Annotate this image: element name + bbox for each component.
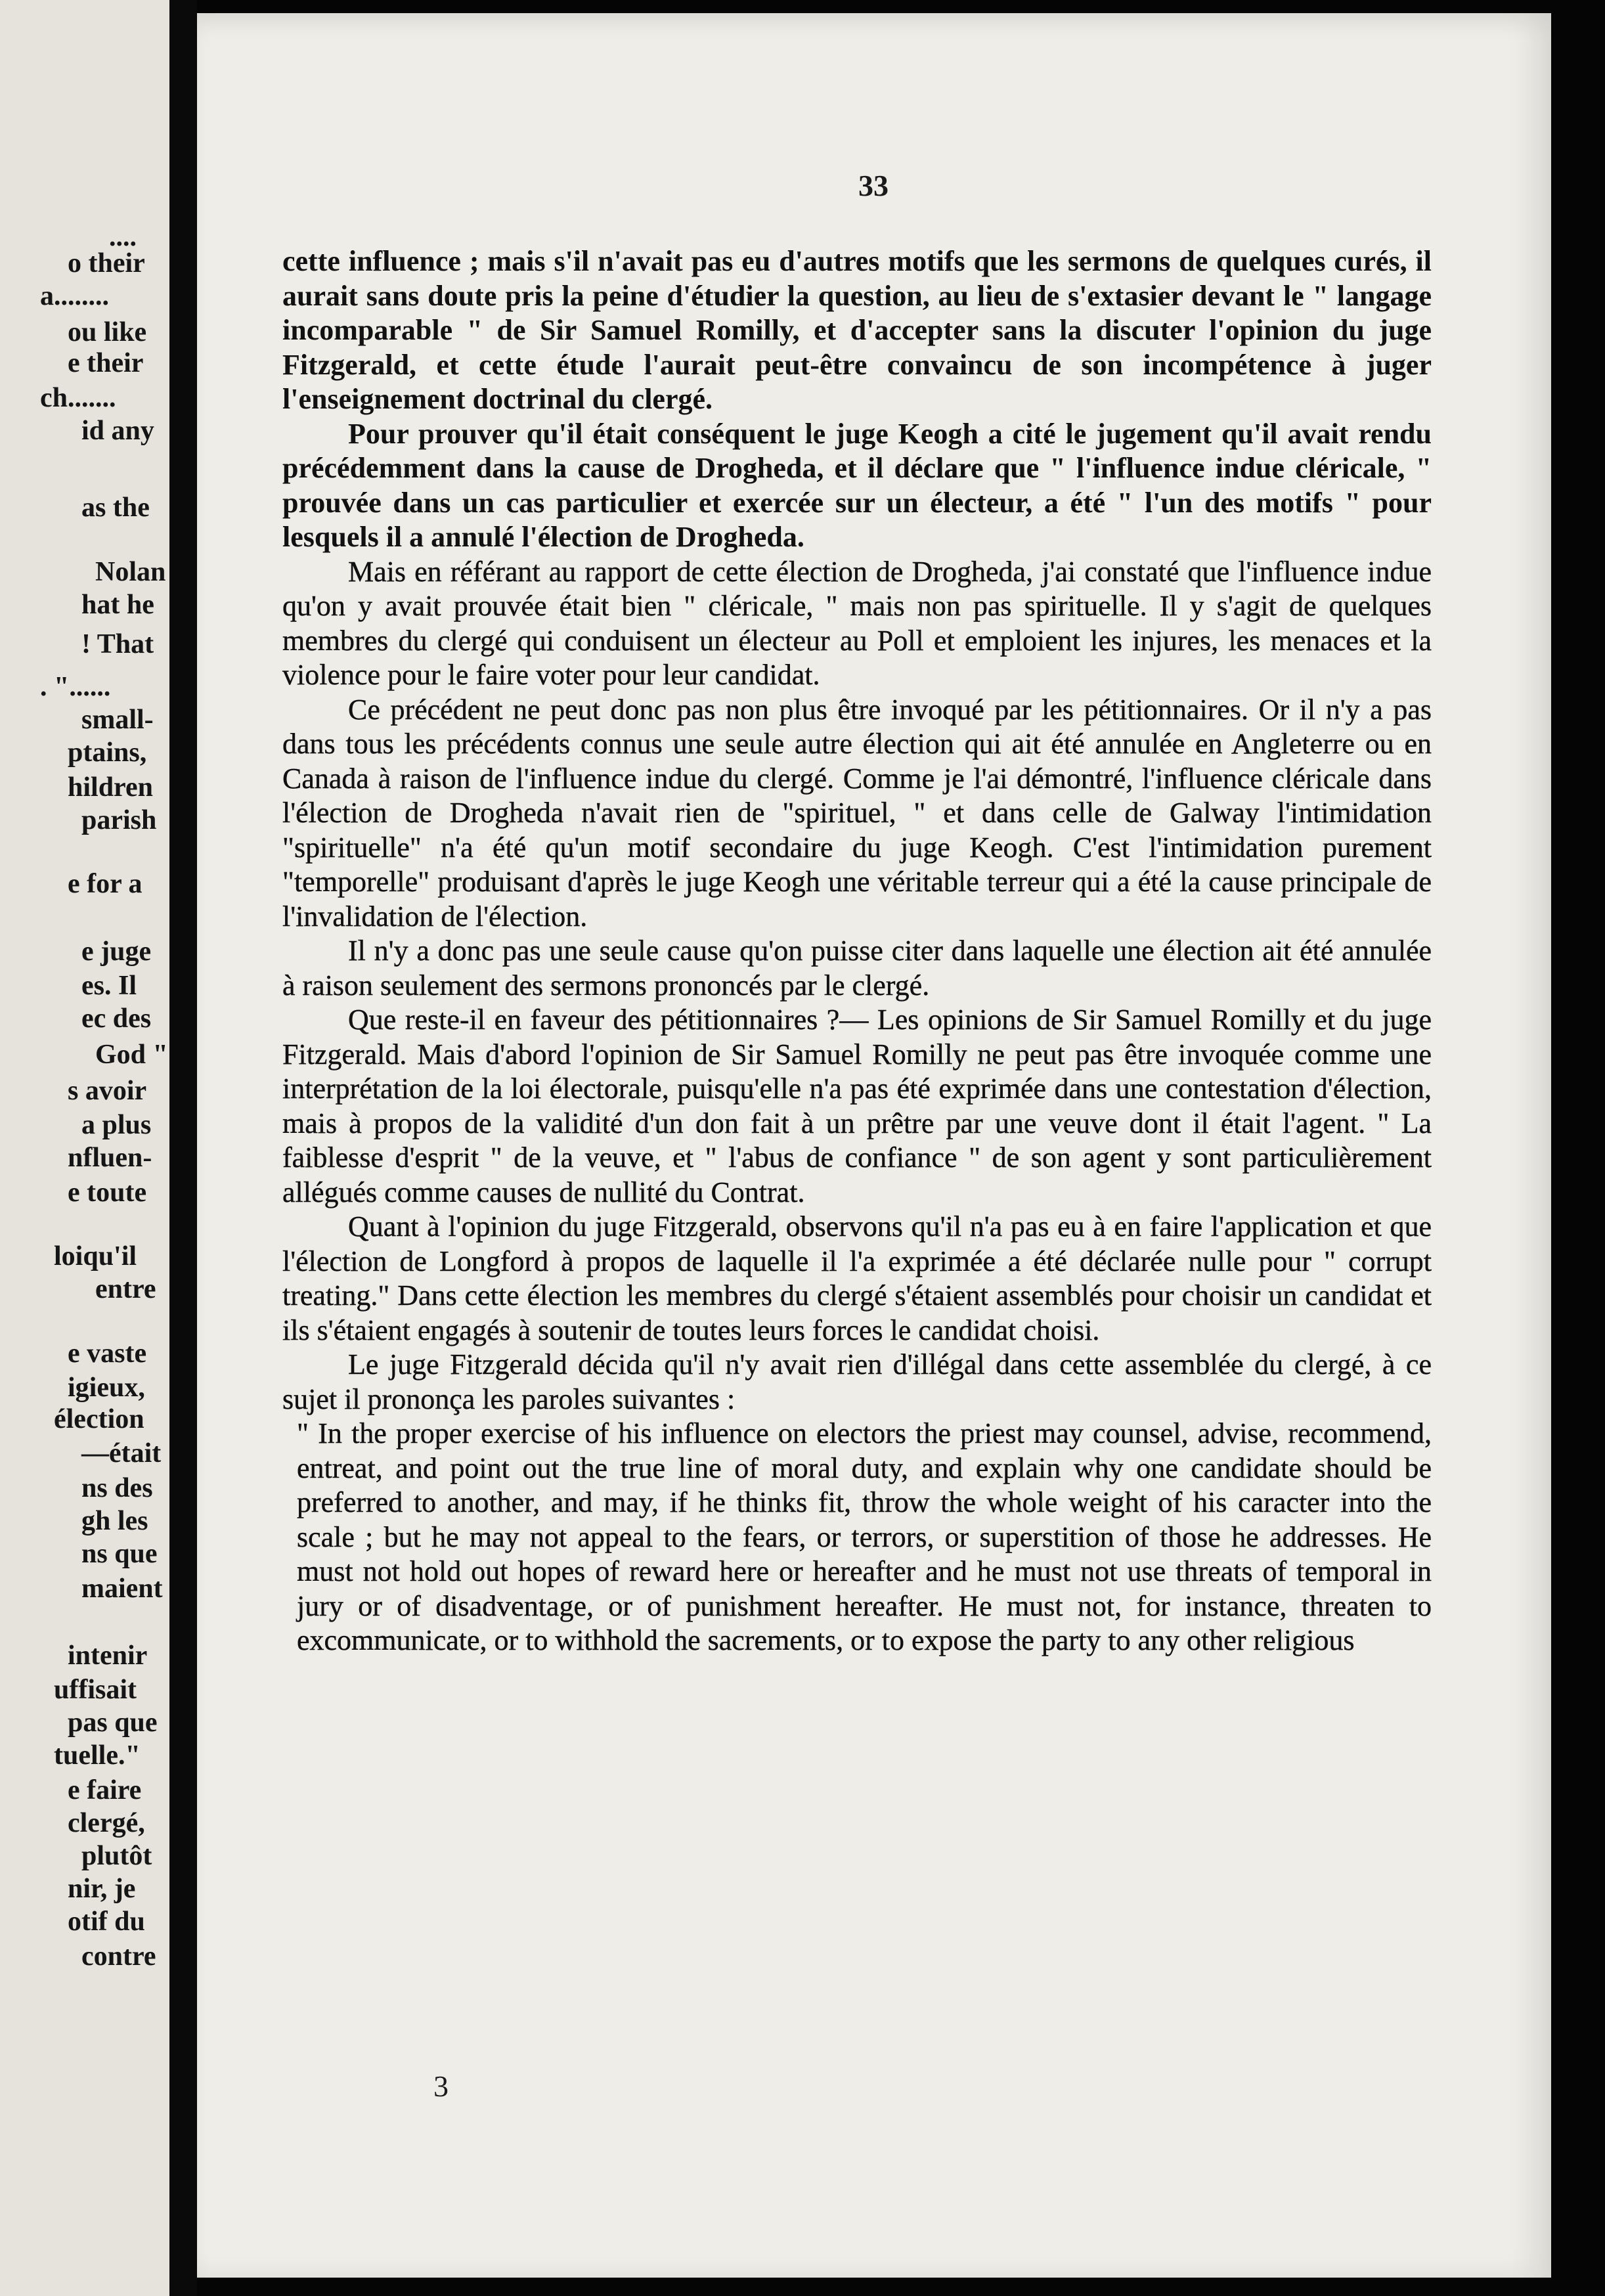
paragraph: Que reste-il en faveur des pétitionnaires ?— Les opinions de Sir Samuel Romilly et du juge Fitzgerald. Mais d'abord l'opinion de Sir Samuel Romilly ne peut pas être invoquée comme une interprétation de la loi électorale, puisqu'elle n'a pas été exprimée dans une contestation d'élection, mais à propos de la validité d'un don fait à un prêtre par une veuve dont il était l'agent. " La faiblesse d'esprit " de la veuve, et " l'abus de confiance " de son agent y sont particulièrement allégués comme causes de nullité du Contrat.	[282, 1004, 1432, 1208]
facing-page-line: clergé,	[68, 1808, 145, 1838]
facing-page-line: small-	[81, 705, 154, 735]
facing-page-line: —était	[81, 1438, 162, 1468]
facing-page-line: s avoir	[68, 1076, 147, 1106]
facing-page-line: e juge	[81, 937, 152, 967]
facing-page-line: ou like	[68, 317, 147, 347]
paragraph: Quant à l'opinion du juge Fitzgerald, observons qu'il n'a pas eu à en faire l'application et que l'élection de Longford à propos de laquelle il l'a exprimée a été déclarée nulle pour " corrupt treating." Dans cette élection les membres du clergé s'étaient assemblés pour choisir un candidat et ils s'étaient engagés à soutenir de toutes leurs forces le candidat choisi.	[282, 1210, 1432, 1346]
facing-page-line: ns des	[81, 1473, 153, 1503]
facing-page-line: e toute	[68, 1178, 147, 1208]
facing-page-line: ! That	[81, 629, 154, 659]
facing-page-line: entre	[95, 1274, 156, 1304]
facing-page-line: hildren	[68, 772, 153, 803]
facing-page-line: igieux,	[68, 1373, 145, 1403]
facing-page-line: e their	[68, 348, 144, 378]
facing-page-line: nfluen-	[68, 1143, 152, 1173]
facing-page-line: hat he	[81, 590, 154, 620]
facing-page-line: e faire	[68, 1775, 142, 1805]
facing-page-line: nir, je	[68, 1874, 136, 1904]
facing-page-line: . "......	[40, 672, 111, 702]
facing-page-line: as the	[81, 493, 150, 523]
facing-page-line: plutôt	[81, 1841, 152, 1871]
facing-page-line: loiqu'il	[54, 1241, 137, 1271]
facing-page-line: maient	[81, 1574, 163, 1604]
facing-page-line: ns que	[81, 1539, 158, 1569]
page	[197, 13, 1551, 2278]
signature-mark: 3	[433, 2069, 449, 2103]
facing-page-line: e for a	[68, 869, 143, 899]
facing-page-line: élection	[54, 1404, 144, 1434]
paragraph: Pour prouver qu'il était conséquent le juge Keogh a cité le jugement qu'il avait rendu précédemment dans la cause de Drogheda, et il déclare que " l'influence indue cléricale, " prouvée dans un cas particulier et exercée sur un électeur, a été " l'un des motifs " pour lesquels il a annulé l'élection de Drogheda.	[282, 417, 1432, 553]
facing-page-line: a plus	[81, 1110, 152, 1140]
page-number: 33	[858, 169, 889, 202]
facing-page-line: es. Il	[81, 971, 137, 1001]
facing-page-line: a........	[40, 281, 109, 311]
facing-page-line: parish	[81, 805, 157, 835]
facing-page-line: ec des	[81, 1004, 152, 1034]
facing-page-line: tuelle."	[54, 1740, 141, 1771]
facing-page-line: otif du	[68, 1907, 145, 1937]
paragraph: cette influence ; mais s'il n'avait pas eu d'autres motifs que les sermons de quelques curés, il aurait sans doute pris la peine d'étudier la question, au lieu de s'extasier devant le " langage incomparable " de Sir Samuel Romilly, et d'accepter sans la discuter l'opinion du juge Fitzgerald, et cette étude l'aurait peut-être convaincu de son incompétence à juger l'enseignement doctrinal du clergé.	[282, 245, 1432, 415]
body-text	[282, 244, 1432, 1658]
facing-page-line: uffisait	[54, 1675, 137, 1705]
quotation: " In the proper exercise of his influence on electors the priest may counsel, advise, recommend, entreat, and point out the true line of moral duty, and explain why one candidate should be preferred to another, and may, if he thinks fit, throw the whole weight of his caracter into the scale ; but he may not appeal to the fears, or terrors, or superstition of those he addresses. He must not hold out hopes of reward here or hereafter and he must not use threats of temporal in jury or of disadventage, or of punishment hereafter. He must not, for instance, threaten to excommunicate, or to withhold the sacrements, or to expose the party to any other religious	[297, 1417, 1432, 1656]
facing-page-line: pas que	[68, 1708, 158, 1738]
facing-page-line: id any	[81, 416, 154, 446]
paragraph: Ce précédent ne peut donc pas non plus être invoqué par les pétitionnaires. Or il n'y a pas dans tous les précédents connus une seule autre élection qui ait été annulée en Angleterre ou en Canada à raison de l'influence indue du clergé. Comme je l'ai démontré, l'influence cléricale dans l'élection de Drogheda n'avait rien de "spirituel, " et dans celle de Galway l'intimidation "spirituelle" n'a été qu'un motif secondaire du juge Keogh. C'est l'intimidation purement "temporelle" produisant d'après le juge Keogh une véritable terreur qui a été la cause principale de l'invalidation de l'élection.	[282, 693, 1432, 933]
facing-page-line: gh les	[81, 1506, 148, 1536]
facing-page-line: ptains,	[68, 738, 147, 768]
facing-page-line: Nolan	[95, 557, 166, 587]
facing-page-line: God "	[95, 1040, 168, 1070]
paragraph: Le juge Fitzgerald décida qu'il n'y avait rien d'illégal dans cette assemblée du clergé, à ce sujet il prononça les paroles suivantes :	[282, 1348, 1432, 1415]
facing-page-fragment	[0, 0, 169, 2296]
facing-page-line: contre	[81, 1941, 156, 1972]
paragraph: Il n'y a donc pas une seule cause qu'on puisse citer dans laquelle une élection ait été annulée à raison seulement des sermons prononcés par le clergé.	[282, 935, 1432, 1002]
facing-page-line: intenir	[68, 1641, 148, 1671]
facing-page-line: e vaste	[68, 1338, 147, 1369]
facing-page-line: o their	[68, 248, 145, 278]
facing-page-line: ch.......	[40, 383, 116, 413]
paragraph: Mais en référant au rapport de cette élection de Drogheda, j'ai constaté que l'influence indue qu'on y avait prouvée était bien " cléricale, " mais non pas spirituelle. Il y s'agit de quelques membres du clergé qui conduisent un électeur au Poll et emploient les injures, les menaces et la violence pour le faire voter pour leur candidat.	[282, 555, 1432, 691]
book-gutter	[169, 0, 197, 2296]
facing-page-line: ....	[109, 222, 137, 252]
